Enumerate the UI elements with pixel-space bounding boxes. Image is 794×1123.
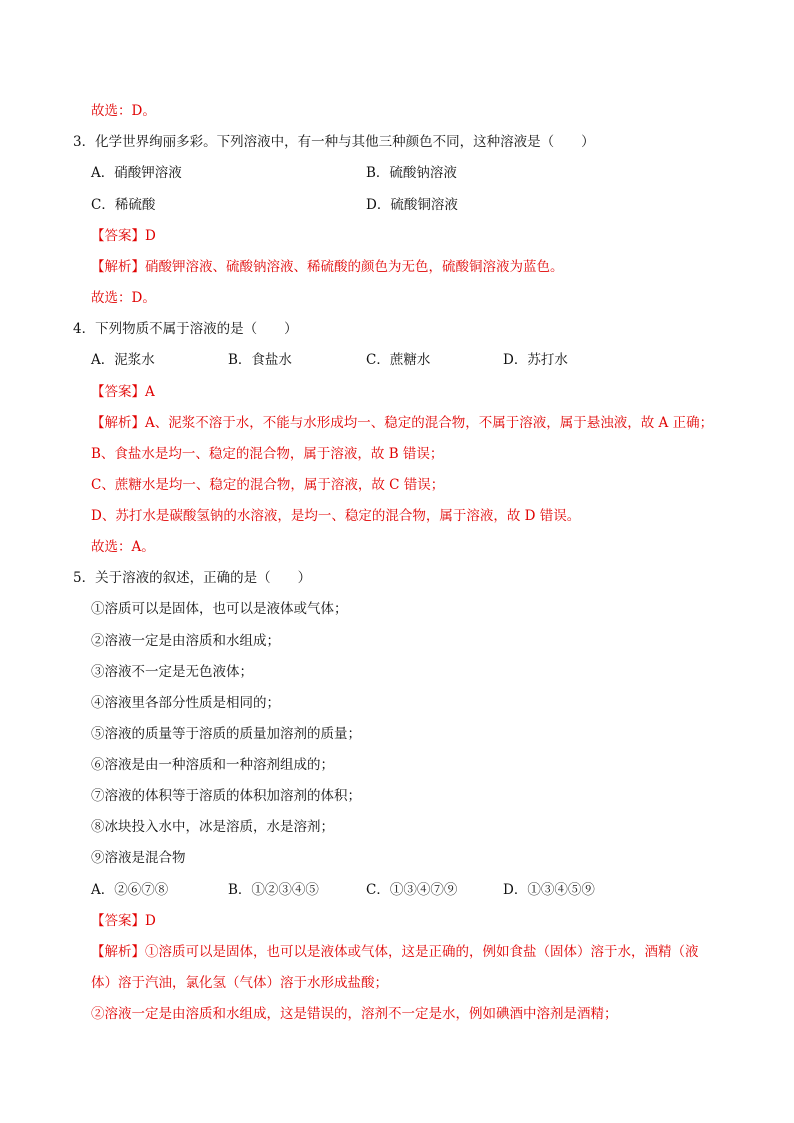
q5-option-c: C．①③④⑦⑨ xyxy=(366,882,458,898)
q3-pick-line: 故选：D。 xyxy=(91,290,156,306)
q5-statement-8: ⑧冰块投入水中，冰是溶质，水是溶剂； xyxy=(91,819,334,835)
q5-statement-1: ①溶质可以是固体，也可以是液体或气体； xyxy=(91,601,348,617)
q4-option-c: C．蔗糖水 xyxy=(366,352,431,368)
q5-statement-3: ③溶液不一定是无色液体； xyxy=(91,664,253,680)
q4-option-b: B．食盐水 xyxy=(228,352,292,368)
q5-statement-4: ④溶液里各部分性质是相同的； xyxy=(91,695,280,711)
q4-analysis-line-2: B、食盐水是均一、稳定的混合物，属于溶液，故 B 错误； xyxy=(91,446,444,462)
q3-analysis: 【解析】硝酸钾溶液、硫酸钠溶液、稀硫酸的颜色为无色，硫酸铜溶液为蓝色。 xyxy=(91,259,564,275)
q4-option-d: D．苏打水 xyxy=(503,352,568,368)
q4-stem: 4．下列物质不属于溶液的是（ ） xyxy=(73,321,298,337)
q5-analysis-line-1: 【解析】①溶质可以是固体，也可以是液体或气体，这是正确的，例如食盐（固体）溶于水，酒精（液 xyxy=(91,944,699,960)
q5-statement-9: ⑨溶液是混合物 xyxy=(91,850,186,866)
q5-option-b: B．①②③④⑤ xyxy=(228,882,319,898)
q3-option-c: C．稀硫酸 xyxy=(91,197,156,213)
q5-statement-5: ⑤溶液的质量等于溶质的质量加溶剂的质量； xyxy=(91,726,361,742)
q5-answer: 【答案】D xyxy=(91,913,156,929)
q4-option-a: A．泥浆水 xyxy=(91,352,155,368)
q3-option-a: A．硝酸钾溶液 xyxy=(91,165,182,181)
q3-option-b: B．硫酸钠溶液 xyxy=(366,165,457,181)
q3-stem: 3．化学世界绚丽多彩。下列溶液中，有一种与其他三种颜色不同，这种溶液是（ ） xyxy=(73,134,595,150)
q4-answer: 【答案】A xyxy=(91,384,155,400)
q5-analysis-line-2: 体）溶于汽油，氯化氢（气体）溶于水形成盐酸； xyxy=(91,975,388,991)
q4-analysis-line-3: C、蔗糖水是均一、稳定的混合物，属于溶液，故 C 错误； xyxy=(91,477,445,493)
q5-statement-6: ⑥溶液是由一种溶质和一种溶剂组成的； xyxy=(91,757,334,773)
q3-option-d: D．硫酸铜溶液 xyxy=(366,197,458,213)
q5-statement-7: ⑦溶液的体积等于溶质的体积加溶剂的体积； xyxy=(91,788,361,804)
q4-pick-line: 故选：A。 xyxy=(91,539,155,555)
q5-analysis-line-3: ②溶液一定是由溶质和水组成，这是错误的，溶剂不一定是水，例如碘酒中溶剂是酒精； xyxy=(91,1006,618,1022)
q5-option-d: D．①③④⑤⑨ xyxy=(503,882,595,898)
q5-statement-2: ②溶液一定是由溶质和水组成； xyxy=(91,633,280,649)
q5-stem: 5．关于溶液的叙述，正确的是（ ） xyxy=(73,570,312,586)
q2-pick-line: 故选：D。 xyxy=(91,103,156,119)
q4-analysis-line-1: 【解析】A、泥浆不溶于水，不能与水形成均一、稳定的混合物，不属于溶液，属于悬浊液，故 A 正确； xyxy=(91,415,714,431)
q4-analysis-line-4: D、苏打水是碳酸氢钠的水溶液，是均一、稳定的混合物，属于溶液，故 D 错误。 xyxy=(91,508,581,524)
q5-option-a: A．②⑥⑦⑧ xyxy=(91,882,169,898)
q3-answer: 【答案】D xyxy=(91,228,156,244)
